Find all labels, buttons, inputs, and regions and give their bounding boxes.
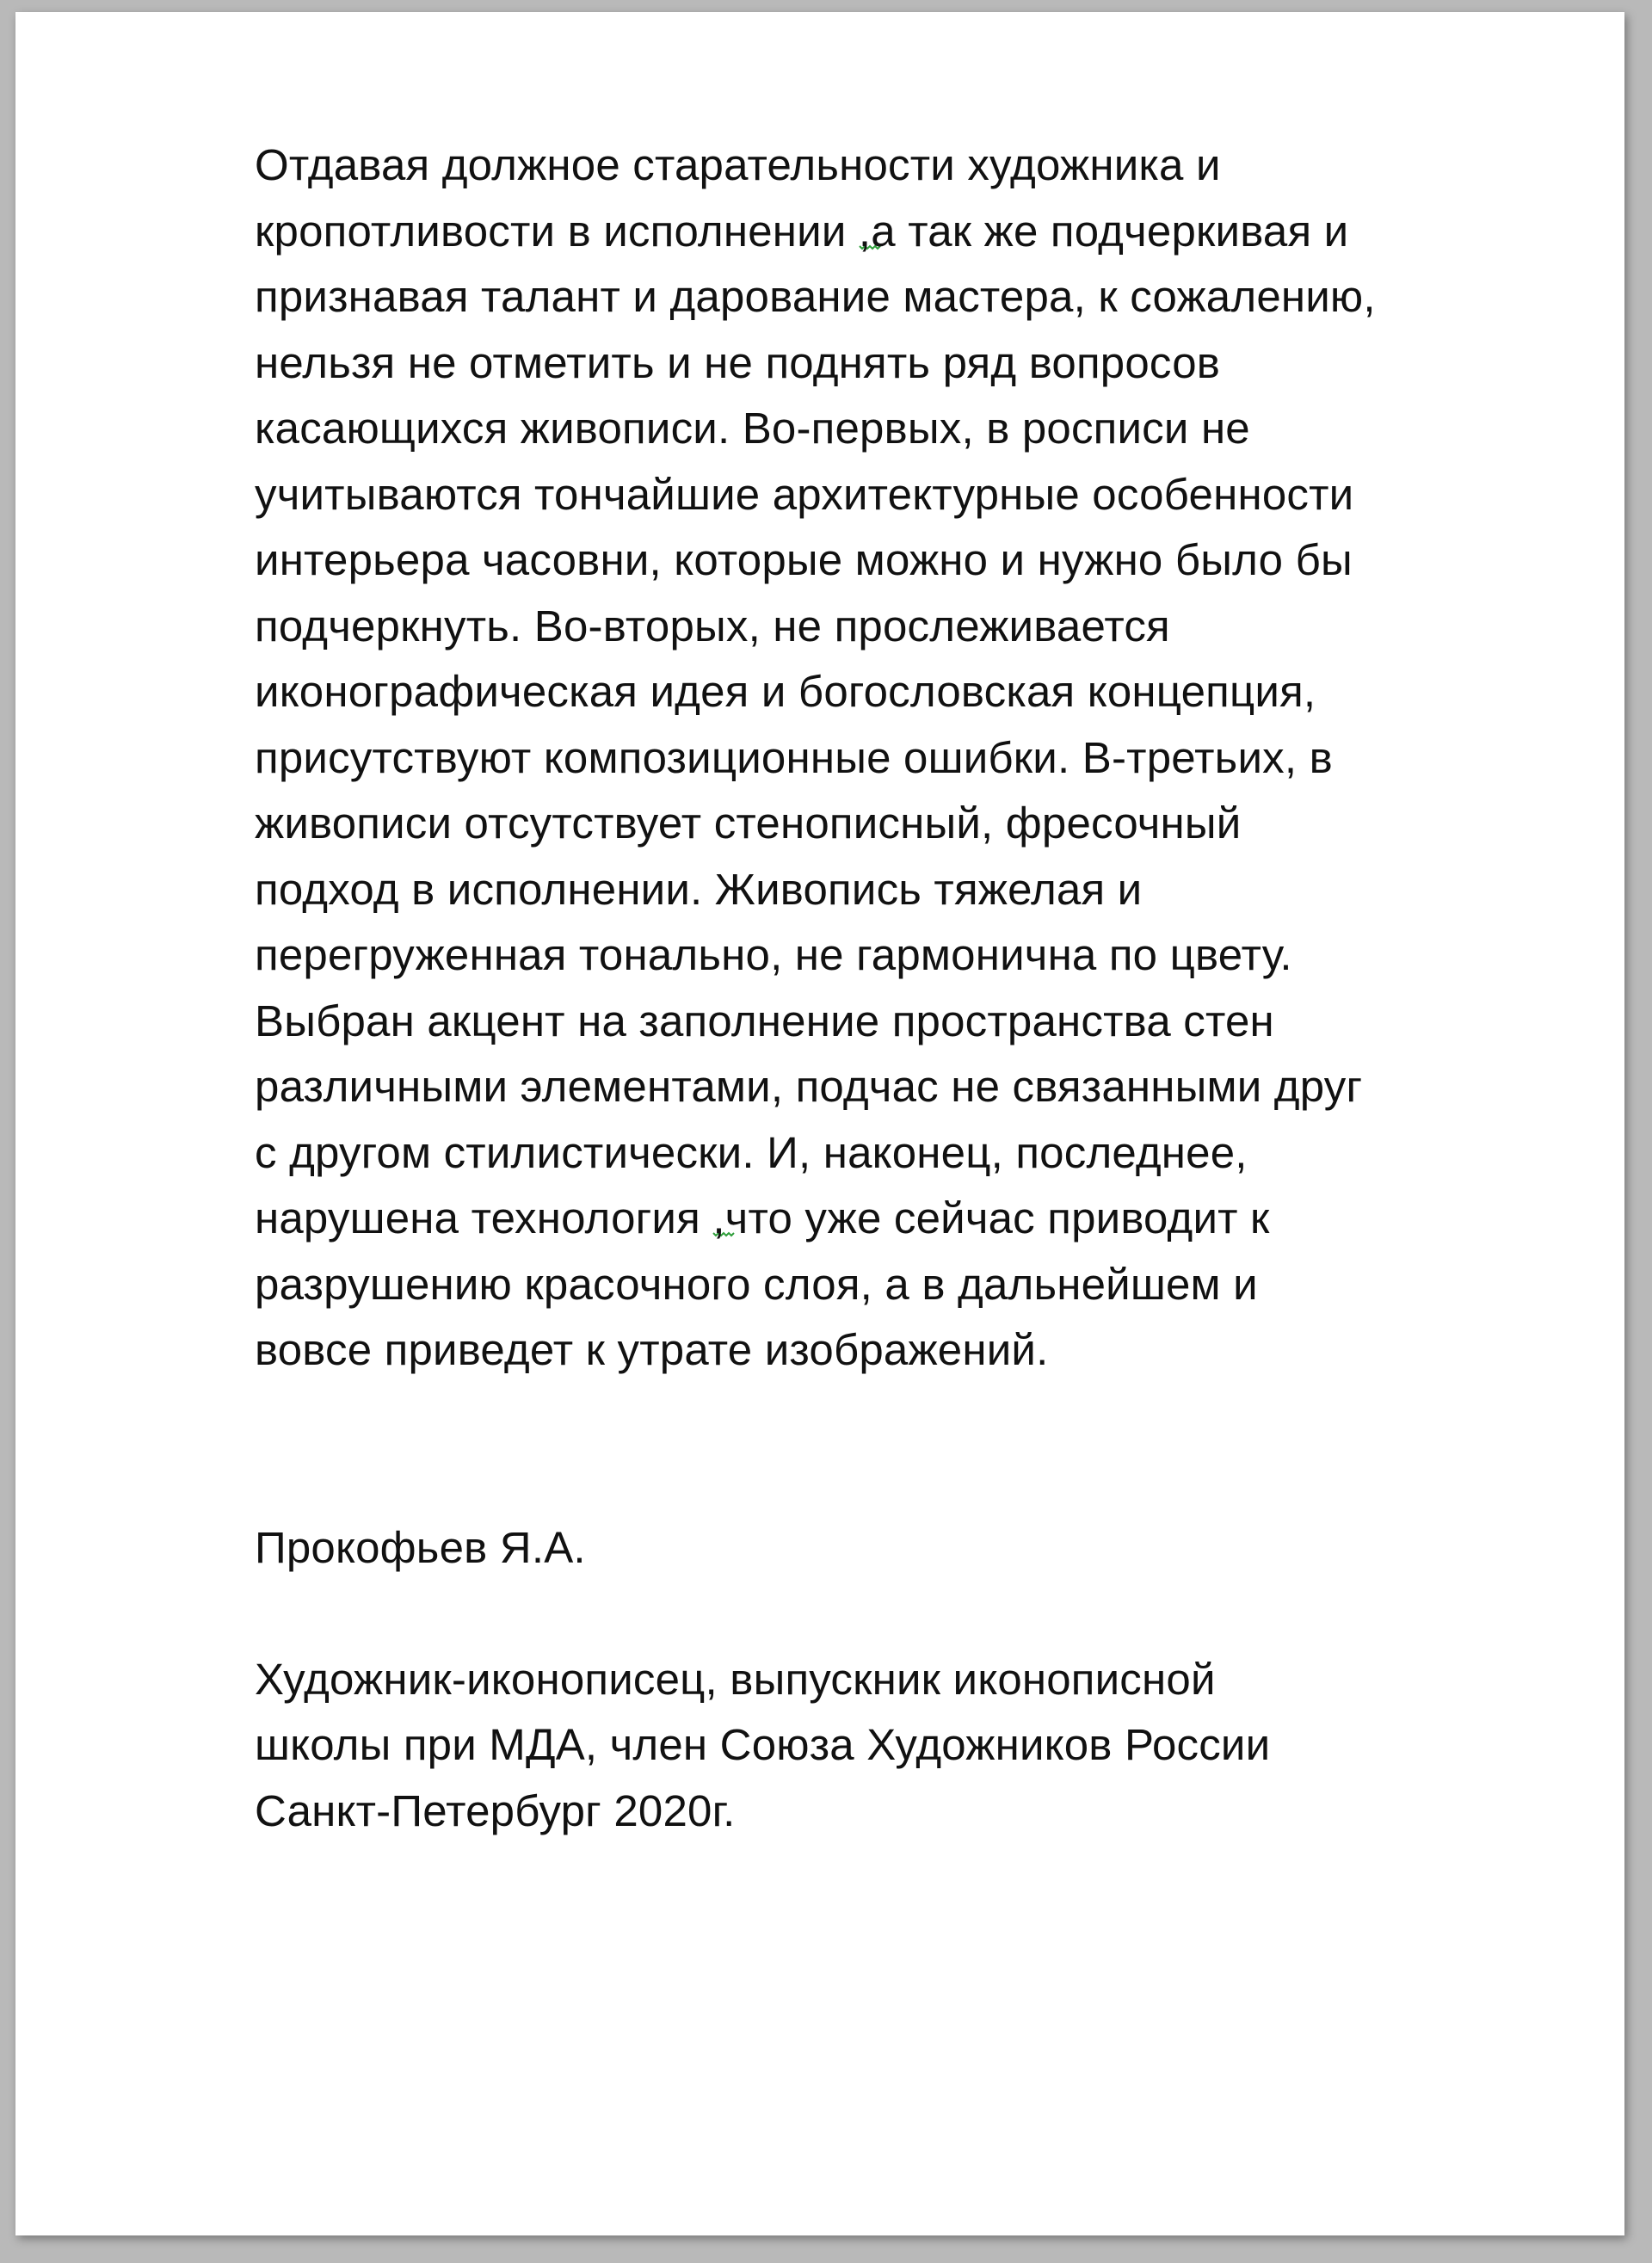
blank-line — [255, 1449, 1545, 1515]
signature-name: Прокофьев Я.А. — [255, 1522, 586, 1572]
paragraph-line: нельзя не отметить и не поднять ряд вопросов — [255, 337, 1221, 387]
text-segment: кропотливости в исполнении — [255, 206, 859, 256]
paragraph-line: касающихся живописи. Во-первых, в росписи не — [255, 404, 1250, 453]
paragraph-line: живописи отсутствует стенописный, фресочный — [255, 799, 1242, 848]
signature-line: Художник-иконописец, выпускник иконописной — [255, 1654, 1216, 1704]
paragraph-line: Отдавая должное старательности художника и — [255, 140, 1221, 189]
text-segment: ,а так же подчеркивая и — [858, 206, 1349, 256]
paragraph-line: Выбран акцент на заполнение пространства стен — [255, 996, 1274, 1045]
paragraph-line: с другом стилистически. И, наконец, последнее, — [255, 1127, 1248, 1177]
paragraph-line: подчеркнуть. Во-вторых, не прослеживается — [255, 601, 1170, 651]
paragraph-line — [255, 199, 1545, 265]
document-text — [255, 133, 1545, 1844]
text-segment: нарушена технология — [255, 1193, 713, 1242]
document-page — [15, 12, 1624, 2235]
paragraph-line: различными элементами, подчас не связанными друг — [255, 1062, 1363, 1111]
paragraph-line: вовсе приведет к утрате изображений. — [255, 1325, 1049, 1374]
paragraph-line: подход в исполнении. Живопись тяжелая и — [255, 864, 1143, 914]
paragraph-line: учитываются тончайшие архитектурные особенности — [255, 469, 1354, 519]
blank-line — [255, 1384, 1545, 1450]
paragraph-line: разрушению красочного слоя, а в дальнейшем и — [255, 1259, 1258, 1309]
paragraph-line: присутствуют композиционные ошибки. В-третьих, в — [255, 732, 1333, 782]
paragraph-line: признавая талант и дарование мастера, к сожалению, — [255, 272, 1376, 321]
text-segment: ,что уже сейчас приводит к — [712, 1193, 1270, 1242]
paragraph-line: перегруженная тонально, не гармонична по цвету. — [255, 930, 1292, 979]
blank-line — [255, 1581, 1545, 1647]
signature-line: школы при МДА, член Союза Художников России — [255, 1720, 1271, 1769]
paragraph-line: иконографическая идея и богословская концепция, — [255, 667, 1316, 716]
paragraph-line — [255, 1186, 1545, 1252]
paragraph-line: интерьера часовни, которые можно и нужно было бы — [255, 535, 1353, 584]
signature-line: Санкт-Петербург 2020г. — [255, 1785, 736, 1835]
